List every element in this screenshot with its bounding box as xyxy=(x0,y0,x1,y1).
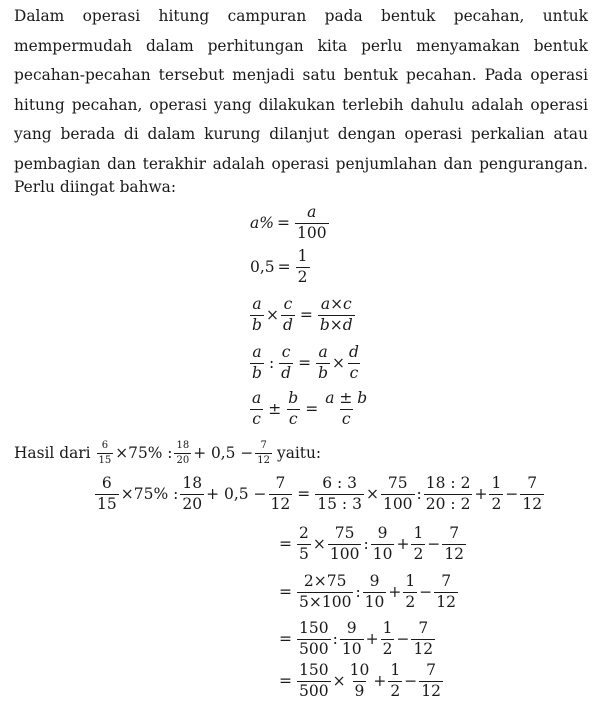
rule-half xyxy=(250,248,312,287)
s3-div: : xyxy=(332,630,338,649)
s4-d-num: 1 xyxy=(390,661,401,679)
s3-c-num: 9 xyxy=(346,619,357,637)
s0-minus: − xyxy=(505,485,519,504)
rule5-frac-a xyxy=(250,390,263,429)
rule3-a: a xyxy=(252,295,262,313)
e-f2d: 20 xyxy=(182,494,203,513)
s4-eq: = xyxy=(279,672,292,691)
s0-d-den: 2 xyxy=(491,494,502,513)
rule5-c1: c xyxy=(252,409,261,428)
s2-c xyxy=(363,573,387,612)
solution-step-2 xyxy=(276,573,460,612)
s1-b xyxy=(328,525,362,564)
e-f3d: 12 xyxy=(270,494,291,513)
s0-eq: = xyxy=(297,485,311,504)
solution-step-1 xyxy=(276,525,468,564)
rule-divide xyxy=(248,344,363,383)
rule3-times: × xyxy=(265,306,279,325)
q-f1n: 6 xyxy=(101,440,109,451)
q-pct: ×75% : xyxy=(115,444,173,462)
rule4-c: c xyxy=(281,343,291,361)
solution-step-0 xyxy=(93,475,546,514)
intro-text: Dalam operasi hitung campuran pada bentuk pecahan, untuk mempermudah dalam perhitungan kita perlu menyamakan bentuk pecahan-pecahan tersebut menjadi satu bentuk pecahan. Pada operasi hitung pecahan, operasi yang dilakukan terlebih dahulu adalah operasi yang berada di dalam kurung dilanjut dengan operasi perkalian atau pembagian dan terakhir adalah operasi penjumlahan dan pengurangan. xyxy=(14,7,588,173)
rule-percent xyxy=(250,204,331,243)
s4-c-num: 10 xyxy=(349,661,370,679)
s4-c xyxy=(348,662,372,701)
s0-c-den: 20 : 2 xyxy=(425,494,471,513)
q-f2d: 20 xyxy=(176,454,190,466)
s2-d-den: 2 xyxy=(405,592,416,611)
s3-e xyxy=(411,620,435,659)
rule2-eq: = xyxy=(277,258,291,277)
rule3-rden: b×d xyxy=(319,315,353,334)
s1-plus: + xyxy=(396,535,410,554)
s4-e-num: 7 xyxy=(426,661,436,679)
s0-b-num: 75 xyxy=(387,474,408,492)
rule5-result xyxy=(323,390,369,429)
s0-times: × xyxy=(365,485,379,504)
s2-plus: + xyxy=(388,583,402,602)
e-pct: ×75% : xyxy=(120,485,179,504)
e-frac2 xyxy=(180,475,204,514)
s4-minus: − xyxy=(404,672,418,691)
q-f3n: 7 xyxy=(260,440,267,451)
rule3-frac-a xyxy=(250,296,264,335)
s0-e xyxy=(520,475,544,514)
rule4-frac-r2 xyxy=(347,344,361,383)
s4-c-den: 9 xyxy=(354,681,365,700)
s2-d xyxy=(403,573,417,612)
rule1-lhs: a% xyxy=(250,214,274,233)
s2-e-den: 12 xyxy=(436,592,457,611)
s3-d-num: 1 xyxy=(382,619,393,637)
s1-eq: = xyxy=(279,535,292,554)
s1-c-den: 10 xyxy=(372,544,393,563)
rule4-times: × xyxy=(332,354,346,373)
rule3-eq: = xyxy=(299,306,313,325)
rule3-result xyxy=(318,296,355,335)
rule4-b: b xyxy=(252,363,262,382)
question-expression xyxy=(95,440,274,466)
rule-add-subtract xyxy=(248,390,371,429)
s1-d xyxy=(411,525,425,564)
q-frac1 xyxy=(97,440,114,466)
rule3-b: b xyxy=(252,315,262,334)
rule1-eq: = xyxy=(276,214,290,233)
rule4-div: : xyxy=(268,354,275,373)
rule5-eq: = xyxy=(305,400,319,419)
s4-plus: + xyxy=(373,672,387,691)
q-f2n: 18 xyxy=(176,440,190,451)
s0-b xyxy=(381,475,415,514)
rule4-frac-r1 xyxy=(316,344,330,383)
e-f1d: 15 xyxy=(97,494,117,513)
s3-minus: − xyxy=(396,630,410,649)
s2-c-den: 10 xyxy=(364,592,385,611)
s1-times: × xyxy=(312,535,326,554)
s2-minus: − xyxy=(419,583,433,602)
rule5-b: b xyxy=(288,389,299,407)
rule2-lhs: 0,5 xyxy=(250,258,275,277)
s2-eq: = xyxy=(279,583,292,602)
rule4-d: d xyxy=(281,363,292,382)
s4-a xyxy=(297,662,331,701)
s3-a-den: 500 xyxy=(299,639,329,658)
s0-e-den: 12 xyxy=(522,494,543,513)
rule4-r1n: a xyxy=(318,343,328,361)
e-frac3 xyxy=(269,475,293,514)
s1-a-num: 2 xyxy=(299,524,309,542)
s0-plus: + xyxy=(474,485,488,504)
rule3-d: d xyxy=(282,315,293,334)
s3-e-den: 12 xyxy=(413,639,434,658)
s1-a-den: 5 xyxy=(299,544,309,563)
s0-c xyxy=(424,475,473,514)
s4-a-den: 500 xyxy=(299,681,329,700)
rule2-num: 1 xyxy=(297,247,308,265)
s3-c xyxy=(340,620,364,659)
rule3-c: c xyxy=(283,295,293,313)
solution-step-4 xyxy=(276,662,445,701)
rule1-frac xyxy=(295,204,329,243)
q-mid: + 0,5 − xyxy=(193,444,254,462)
rule1-den: 100 xyxy=(296,223,327,242)
rule4-r2d: c xyxy=(349,363,359,382)
s0-b-den: 100 xyxy=(382,494,413,513)
s0-d-num: 1 xyxy=(491,474,502,492)
question-suffix: yaitu: xyxy=(277,444,322,462)
rule5-c2: c xyxy=(288,409,298,428)
s2-a xyxy=(297,573,353,612)
s4-d xyxy=(388,662,402,701)
s3-a xyxy=(297,620,331,659)
s1-minus: − xyxy=(427,535,441,554)
s1-e-num: 7 xyxy=(449,524,460,542)
rule5-a: a xyxy=(252,389,262,407)
rule5-rnum: a ± b xyxy=(325,389,368,407)
s3-e-num: 7 xyxy=(418,619,429,637)
s4-a-num: 150 xyxy=(299,661,329,679)
question-line xyxy=(14,440,321,466)
s3-d xyxy=(381,620,395,659)
s1-a xyxy=(297,525,311,564)
e-f3n: 7 xyxy=(275,474,286,492)
s4-d-den: 2 xyxy=(390,681,401,700)
rule5-frac-b xyxy=(286,390,300,429)
rule4-r2n: d xyxy=(349,343,359,361)
rule4-frac-c xyxy=(279,344,293,383)
s3-eq: = xyxy=(279,630,292,649)
q-frac2 xyxy=(174,440,191,466)
s0-c-num: 18 : 2 xyxy=(425,474,471,492)
s1-b-den: 100 xyxy=(329,544,360,563)
s1-d-den: 2 xyxy=(413,544,424,563)
remember-label: Perlu diingat bahwa: xyxy=(14,178,177,196)
s2-div: : xyxy=(355,583,361,602)
s2-e-num: 7 xyxy=(441,572,452,590)
s0-div: : xyxy=(416,485,422,504)
s0-a-num: 6 : 3 xyxy=(322,474,358,492)
s1-e xyxy=(442,525,466,564)
rule3-frac-c xyxy=(281,296,295,335)
s1-c xyxy=(371,525,395,564)
s0-a xyxy=(315,475,364,514)
rule4-frac-a xyxy=(250,344,264,383)
e-f1n: 6 xyxy=(101,474,112,492)
e-frac1 xyxy=(95,475,119,514)
s1-div: : xyxy=(363,535,369,554)
s1-e-den: 12 xyxy=(444,544,465,563)
s3-a-num: 150 xyxy=(299,619,329,637)
solution-step-3 xyxy=(276,620,437,659)
rule4-r1d: b xyxy=(318,363,329,382)
q-f3d: 12 xyxy=(257,454,270,466)
s0-a-den: 15 : 3 xyxy=(317,494,362,513)
s0-d xyxy=(489,475,503,514)
s1-d-num: 1 xyxy=(413,524,424,542)
rule4-a: a xyxy=(252,343,262,361)
rule2-den: 2 xyxy=(297,267,308,286)
rule5-pm: ± xyxy=(268,400,282,419)
s3-c-den: 10 xyxy=(341,639,362,658)
s3-d-den: 2 xyxy=(382,639,393,658)
s1-c-num: 9 xyxy=(377,524,388,542)
s4-times: × xyxy=(332,672,346,691)
rule5-rden: c xyxy=(341,409,351,428)
e-f2n: 18 xyxy=(182,474,203,492)
rule1-num: a xyxy=(307,203,317,221)
s2-c-num: 9 xyxy=(369,572,380,590)
s2-e xyxy=(434,573,458,612)
s0-e-num: 7 xyxy=(527,474,538,492)
s2-a-num: 2×75 xyxy=(303,572,347,590)
s4-e xyxy=(419,662,443,701)
q-f1d: 15 xyxy=(98,454,112,466)
rule-multiply xyxy=(248,296,357,335)
s2-a-den: 5×100 xyxy=(299,592,352,611)
s4-e-den: 12 xyxy=(421,681,441,700)
e-mid: + 0,5 − xyxy=(206,485,267,504)
rule4-eq: = xyxy=(298,354,312,373)
q-frac3 xyxy=(255,440,272,466)
s1-b-num: 75 xyxy=(334,524,355,542)
rule3-rnum: a×c xyxy=(320,295,352,313)
s2-d-num: 1 xyxy=(405,572,416,590)
s3-plus: + xyxy=(365,630,379,649)
question-prefix: Hasil dari xyxy=(14,444,91,462)
rule2-frac xyxy=(296,248,310,287)
